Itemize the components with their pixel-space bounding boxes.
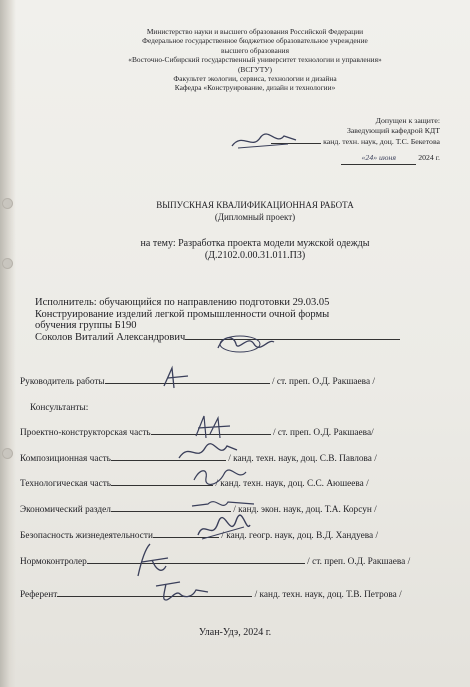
consultant-role: / канд. геогр. наук, доц. В.Д. Хандуева / [221, 531, 379, 541]
head-position: Заведующий кафедрой КДТ [346, 126, 440, 136]
title-main: ВЫПУСКНАЯ КВАЛИФИКАЦИОННАЯ РАБОТА [156, 200, 354, 210]
binding-fold [0, 0, 16, 687]
normocontroller-role: / ст. преп. О.Д. Ракшаева / [307, 557, 411, 567]
referee-label: Референт [20, 590, 58, 600]
consultant-role: / канд. экон. наук, доц. Т.А. Корсун / [233, 505, 377, 515]
referee-role: / канд. техн. наук, доц. Т.В. Петрова / [254, 590, 402, 600]
head-signature [228, 128, 300, 154]
faculty-line: Факультет экологии, сервиса, технологии и дизайна [173, 74, 337, 84]
consultant-label: Композиционная часть [20, 454, 111, 464]
university-line: «Восточно-Сибирский государственный университет технологии и управления» [128, 55, 382, 65]
consultant-signature [175, 440, 241, 466]
executor-line: Конструирование изделий легкой промышленности очной формы [35, 308, 330, 320]
executor-line: Исполнитель: обучающийся по направлению подготовки 29.03.05 [35, 297, 330, 308]
institution-type-line: Федеральное государственное бюджетное образовательное учреждение [142, 36, 368, 46]
supervisor-row [20, 377, 460, 387]
consultant-role: / ст. преп. О.Д. Ракшаева/ [273, 428, 374, 438]
work-title [40, 200, 470, 223]
city-year-footer: Улан-Удэ, 2024 г. [198, 627, 272, 638]
handwritten-date: «24» июня [341, 153, 416, 164]
binding-hole [2, 198, 13, 209]
consultant-signature [194, 513, 252, 545]
supervisor-signature [158, 364, 198, 392]
approval-date: «24» июня 2024 г. [270, 153, 440, 164]
consultant-signature [190, 412, 236, 440]
consultant-row [20, 428, 460, 438]
supervisor-label: Руководитель работы [20, 377, 105, 387]
binding-hole [2, 258, 13, 269]
consultant-label: Проектно-конструкторская часть [20, 428, 151, 438]
supervisor-role: / ст. преп. О.Д. Ракшаева / [272, 377, 375, 387]
consultant-role: / канд. техн. наук, доц. С.С. Аюшеева / [215, 479, 369, 489]
university-abbreviation: (ВСГУТУ) [237, 64, 273, 74]
head-name: канд. техн. наук, доц. Т.С. Бекетова [270, 137, 440, 147]
referee-signature [150, 576, 212, 604]
executor-signature [214, 330, 276, 356]
ministry-line: Министерство науки и высшего образования Российской Федерации [146, 27, 364, 36]
executor-name: Соколов Виталий Александрович [35, 331, 186, 343]
institution-header [60, 27, 450, 93]
normocontroller-label: Нормоконтролер [20, 557, 87, 567]
work-topic [40, 238, 470, 262]
consultant-label: Технологическая часть [20, 479, 112, 489]
consultant-label: Безопасность жизнедеятельности [20, 531, 153, 541]
consultant-signature [188, 464, 250, 490]
topic-line: на тему: Разработка проекта модели мужской одежды [140, 238, 370, 249]
consultants-label: Консультанты: [30, 403, 89, 413]
executor-line: обучения группы Б190 [35, 320, 137, 331]
normocontroller-signature [128, 540, 178, 580]
admitted-label: Допущен к защите: [375, 116, 440, 125]
consultant-label: Экономический раздел [20, 505, 111, 515]
title-sub: (Дипломный проект) [214, 211, 296, 222]
normocontroller-row [20, 557, 460, 567]
referee-row [20, 590, 460, 600]
binding-hole [2, 448, 13, 459]
department-line: Кафедра «Конструирование, дизайн и технологии» [174, 83, 336, 93]
institution-type-line: высшего образования [220, 45, 290, 55]
document-code: (Д.2102.0.00.31.011.ПЗ) [204, 250, 306, 261]
consultant-role: / канд. техн. наук, доц. С.В. Павлова / [228, 454, 377, 464]
